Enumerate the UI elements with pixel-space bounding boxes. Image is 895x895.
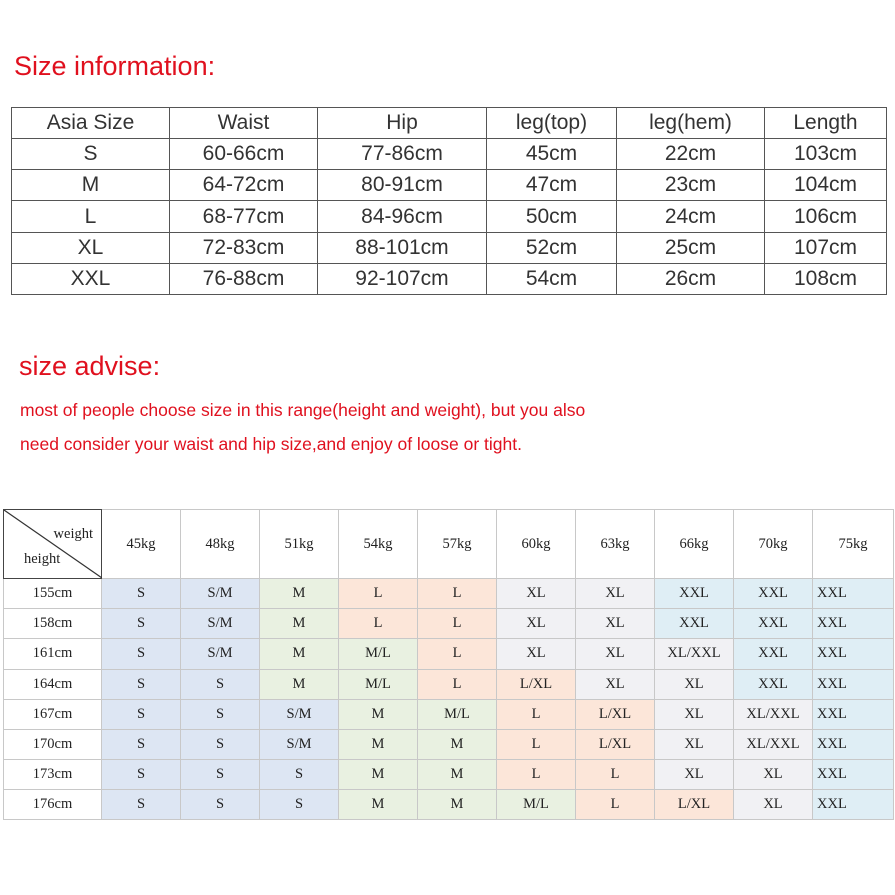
height-header-155cm: 155cm bbox=[4, 579, 102, 609]
size-cell: S bbox=[260, 759, 339, 789]
size-cell: M bbox=[339, 699, 418, 729]
height-header-167cm: 167cm bbox=[4, 699, 102, 729]
size-cell: XXL bbox=[813, 729, 894, 759]
height-header-176cm: 176cm bbox=[4, 789, 102, 819]
size-cell: XXL bbox=[813, 609, 894, 639]
size-cell: L bbox=[418, 609, 497, 639]
size-table-cell: 23cm bbox=[617, 170, 765, 201]
weight-header-60kg: 60kg bbox=[497, 510, 576, 579]
size-table-row bbox=[12, 232, 887, 263]
size-cell: L bbox=[576, 759, 655, 789]
size-cell: M bbox=[339, 729, 418, 759]
size-cell: M bbox=[339, 789, 418, 819]
size-table-header-cell: Length bbox=[765, 108, 887, 139]
size-cell: XL bbox=[576, 669, 655, 699]
size-cell: L bbox=[339, 579, 418, 609]
weight-header-66kg: 66kg bbox=[655, 510, 734, 579]
weight-header-48kg: 48kg bbox=[181, 510, 260, 579]
size-cell: S/M bbox=[260, 729, 339, 759]
size-table-cell: 22cm bbox=[617, 139, 765, 170]
size-cell: XL bbox=[576, 579, 655, 609]
size-cell: L bbox=[418, 579, 497, 609]
size-cell: XXL bbox=[813, 789, 894, 819]
weight-header-70kg: 70kg bbox=[734, 510, 813, 579]
size-information-table bbox=[11, 107, 887, 295]
size-table-header-cell: leg(hem) bbox=[617, 108, 765, 139]
chart-row-155cm bbox=[4, 579, 894, 609]
size-cell: L bbox=[418, 669, 497, 699]
chart-row-170cm bbox=[4, 729, 894, 759]
size-table-cell: 76-88cm bbox=[170, 263, 318, 294]
size-cell: XL/XXL bbox=[734, 699, 813, 729]
size-cell: S bbox=[102, 729, 181, 759]
size-cell: L/XL bbox=[576, 729, 655, 759]
size-table-cell: 104cm bbox=[765, 170, 887, 201]
size-cell: S/M bbox=[260, 699, 339, 729]
size-table-cell: 80-91cm bbox=[318, 170, 487, 201]
size-cell: XL bbox=[734, 759, 813, 789]
size-table-cell: 64-72cm bbox=[170, 170, 318, 201]
size-table-cell: 106cm bbox=[765, 201, 887, 232]
size-cell: S bbox=[181, 699, 260, 729]
size-information-heading: Size information: bbox=[14, 51, 216, 81]
size-cell: XXL bbox=[813, 759, 894, 789]
height-header-173cm: 173cm bbox=[4, 759, 102, 789]
height-header-170cm: 170cm bbox=[4, 729, 102, 759]
size-table-cell: 52cm bbox=[487, 232, 617, 263]
size-cell: XXL bbox=[655, 579, 734, 609]
advice-line-2: need consider your waist and hip size,and enjoy of loose or tight. bbox=[20, 434, 522, 454]
size-table-cell: 68-77cm bbox=[170, 201, 318, 232]
size-table-row bbox=[12, 263, 887, 294]
size-table-row bbox=[12, 139, 887, 170]
chart-row-173cm bbox=[4, 759, 894, 789]
size-cell: M bbox=[260, 579, 339, 609]
size-advise-heading: size advise: bbox=[19, 351, 161, 381]
advice-line-1: most of people choose size in this range(height and weight), but you also bbox=[20, 400, 586, 420]
size-cell: XL/XXL bbox=[734, 729, 813, 759]
size-cell: L bbox=[497, 759, 576, 789]
chart-row-167cm bbox=[4, 699, 894, 729]
size-cell: L bbox=[497, 699, 576, 729]
size-cell: S/M bbox=[181, 579, 260, 609]
size-cell: XL bbox=[655, 699, 734, 729]
size-cell: S bbox=[102, 789, 181, 819]
size-table-cell: 92-107cm bbox=[318, 263, 487, 294]
size-cell: S bbox=[102, 579, 181, 609]
chart-row-164cm bbox=[4, 669, 894, 699]
size-cell: M bbox=[260, 669, 339, 699]
size-table-cell: XL bbox=[12, 232, 170, 263]
size-cell: S bbox=[102, 759, 181, 789]
size-cell: L bbox=[418, 639, 497, 669]
size-table-cell: L bbox=[12, 201, 170, 232]
size-cell: M bbox=[418, 759, 497, 789]
size-cell: XXL bbox=[813, 579, 894, 609]
weight-header-45kg: 45kg bbox=[102, 510, 181, 579]
size-table-cell: 24cm bbox=[617, 201, 765, 232]
size-table-cell: 60-66cm bbox=[170, 139, 318, 170]
size-cell: XL/XXL bbox=[655, 639, 734, 669]
size-cell: M/L bbox=[339, 669, 418, 699]
chart-row-161cm bbox=[4, 639, 894, 669]
size-table-cell: XXL bbox=[12, 263, 170, 294]
size-cell: XXL bbox=[734, 669, 813, 699]
size-cell: XL bbox=[576, 639, 655, 669]
size-cell: L/XL bbox=[497, 669, 576, 699]
height-header-158cm: 158cm bbox=[4, 609, 102, 639]
size-cell: XL bbox=[576, 609, 655, 639]
size-cell: L/XL bbox=[576, 699, 655, 729]
chart-row-176cm bbox=[4, 789, 894, 819]
size-cell: XL bbox=[497, 609, 576, 639]
size-cell: XXL bbox=[734, 609, 813, 639]
size-table-cell: 72-83cm bbox=[170, 232, 318, 263]
size-cell: S bbox=[181, 729, 260, 759]
corner-height-label: height bbox=[24, 551, 61, 567]
size-cell: M/L bbox=[339, 639, 418, 669]
size-cell: S bbox=[102, 609, 181, 639]
size-cell: S/M bbox=[181, 609, 260, 639]
size-cell: M bbox=[418, 789, 497, 819]
size-cell: L bbox=[576, 789, 655, 819]
size-cell: M bbox=[260, 609, 339, 639]
size-table-cell: S bbox=[12, 139, 170, 170]
size-cell: S bbox=[102, 699, 181, 729]
size-cell: M bbox=[418, 729, 497, 759]
size-cell: XXL bbox=[813, 669, 894, 699]
size-cell: S bbox=[181, 669, 260, 699]
size-cell: XL bbox=[497, 579, 576, 609]
size-table-header-cell: Waist bbox=[170, 108, 318, 139]
size-table-cell: M bbox=[12, 170, 170, 201]
size-cell: XL bbox=[655, 759, 734, 789]
chart-row-158cm bbox=[4, 609, 894, 639]
size-table-header-row bbox=[12, 108, 887, 139]
size-cell: XXL bbox=[734, 639, 813, 669]
corner-weight-label: weight bbox=[53, 526, 93, 542]
size-recommendation-chart bbox=[3, 509, 894, 820]
size-cell: M/L bbox=[497, 789, 576, 819]
size-cell: L bbox=[497, 729, 576, 759]
size-cell: S bbox=[181, 759, 260, 789]
size-table-row bbox=[12, 170, 887, 201]
weight-header-57kg: 57kg bbox=[418, 510, 497, 579]
size-table-header-cell: leg(top) bbox=[487, 108, 617, 139]
size-cell: S bbox=[102, 669, 181, 699]
weight-header-54kg: 54kg bbox=[339, 510, 418, 579]
size-cell: S bbox=[260, 789, 339, 819]
size-table-cell: 54cm bbox=[487, 263, 617, 294]
size-table-cell: 103cm bbox=[765, 139, 887, 170]
size-cell: L bbox=[339, 609, 418, 639]
height-header-164cm: 164cm bbox=[4, 669, 102, 699]
size-table-cell: 45cm bbox=[487, 139, 617, 170]
size-cell: XL bbox=[497, 639, 576, 669]
weight-header-63kg: 63kg bbox=[576, 510, 655, 579]
weight-header-75kg: 75kg bbox=[813, 510, 894, 579]
size-table-cell: 88-101cm bbox=[318, 232, 487, 263]
size-cell: XL bbox=[655, 729, 734, 759]
size-cell: S bbox=[102, 639, 181, 669]
height-header-161cm: 161cm bbox=[4, 639, 102, 669]
size-cell: L/XL bbox=[655, 789, 734, 819]
weight-header-51kg: 51kg bbox=[260, 510, 339, 579]
size-table-cell: 25cm bbox=[617, 232, 765, 263]
size-table-cell: 107cm bbox=[765, 232, 887, 263]
size-table-row bbox=[12, 201, 887, 232]
size-table-header-cell: Asia Size bbox=[12, 108, 170, 139]
size-cell: XL bbox=[655, 669, 734, 699]
size-table-cell: 47cm bbox=[487, 170, 617, 201]
size-table-header-cell: Hip bbox=[318, 108, 487, 139]
size-cell: S bbox=[181, 789, 260, 819]
size-table-cell: 50cm bbox=[487, 201, 617, 232]
size-cell: XXL bbox=[734, 579, 813, 609]
size-table-cell: 77-86cm bbox=[318, 139, 487, 170]
size-table-cell: 108cm bbox=[765, 263, 887, 294]
size-cell: S/M bbox=[181, 639, 260, 669]
size-table-cell: 26cm bbox=[617, 263, 765, 294]
size-cell: XXL bbox=[813, 699, 894, 729]
size-cell: M bbox=[339, 759, 418, 789]
size-cell: XL bbox=[734, 789, 813, 819]
size-cell: M bbox=[260, 639, 339, 669]
chart-corner-cell bbox=[4, 510, 102, 579]
size-cell: XXL bbox=[813, 639, 894, 669]
size-cell: XXL bbox=[655, 609, 734, 639]
size-cell: M/L bbox=[418, 699, 497, 729]
size-table-cell: 84-96cm bbox=[318, 201, 487, 232]
